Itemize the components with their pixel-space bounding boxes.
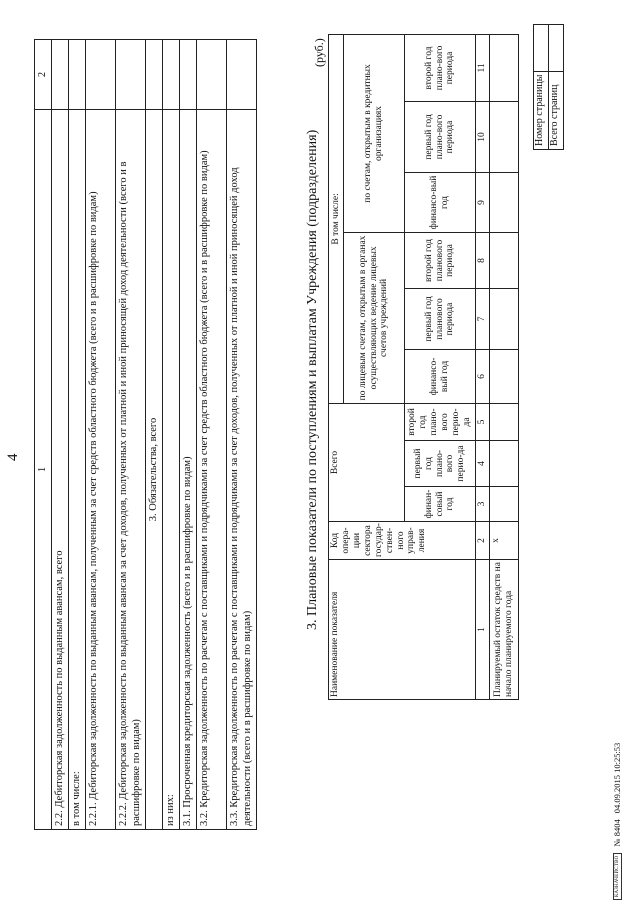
- table-row: [227, 40, 257, 830]
- registration-stamp: [612, 743, 622, 900]
- column-number: 4: [476, 441, 490, 487]
- table-row: [329, 34, 344, 699]
- column-number: 3: [476, 487, 490, 522]
- row-label: 3.3. Кредиторская задолженность по расчетам с поставщиками и подрядчиками за счет доходов, полученных от платной и иной приносящей доход деятельности (всего и в расшифровке по видам): [227, 110, 257, 830]
- section-title: 3. Плановые показатели по поступлениям и выплатам Учреждения (подразделения): [305, 129, 320, 630]
- table-row: [35, 40, 52, 830]
- row-label: 2.2.1. Дебиторская задолженность по выданным авансам, полученным за счет средств областного бюджета (всего и в расшифровке по видам): [86, 110, 116, 830]
- subheader-cell: второй год плано-вого периода: [405, 34, 476, 101]
- table-row: [197, 40, 227, 830]
- row-label: в том числе:: [69, 110, 86, 830]
- subheader-cell: финансо-вый год: [405, 349, 476, 403]
- column-numbers-row: [476, 34, 490, 699]
- subheader-cell: второй год плано-вого перио-да: [405, 403, 476, 440]
- table-row: [180, 40, 197, 830]
- receivables-table: [34, 39, 257, 830]
- header-cell: 1: [35, 110, 52, 830]
- column-number: 7: [476, 288, 490, 349]
- header-name: Наименование показателя: [329, 560, 476, 700]
- table-row: [163, 40, 180, 830]
- table-row: [116, 40, 146, 830]
- stamp-date: 04.09.2015 10:25:53: [612, 742, 622, 814]
- row-label: 2.2.2. Дебиторская задолженность по выданным авансам за счет доходов, полученных от платной и иной приносящей доход деятельности (всего и в расшифровке по видам): [116, 110, 146, 830]
- header-total: Всего: [329, 403, 405, 521]
- row-code: x: [490, 522, 519, 560]
- subheader-cell: финансо-вый год: [405, 172, 476, 232]
- row-label: 2.2. Дебиторская задолженность по выданным авансам, всего: [52, 110, 69, 830]
- column-number: 1: [476, 560, 490, 700]
- table-row: [52, 40, 69, 830]
- total-pages-label: Всего страниц: [549, 71, 564, 149]
- treasury-logo: КАЗНАЧЕЙСТВО: [613, 853, 622, 900]
- table-row: [86, 40, 116, 830]
- row-label: из них:: [163, 110, 180, 830]
- table-row: [146, 40, 163, 830]
- header-including: В том числе:: [329, 34, 344, 403]
- unit-label: (руб.): [312, 38, 326, 67]
- column-number: 11: [476, 34, 490, 101]
- page-number-label: Номер страницы: [534, 71, 549, 149]
- header-credit-org: по счетам, открытым в кредитных организациях: [344, 34, 405, 232]
- header-personal-accounts: по лицевым счетам, открытым в органах осуществляющих ведение лицевых счетов учреждений: [344, 232, 405, 403]
- table-row: [534, 24, 549, 149]
- subheader-cell: первый год планового периода: [405, 288, 476, 349]
- column-number: 9: [476, 172, 490, 232]
- column-number: 6: [476, 349, 490, 403]
- subheader-cell: второй год планового периода: [405, 232, 476, 288]
- row-label: 3.1. Просроченная кредиторская задолженность (всего и в расшифровке по видам): [180, 110, 197, 830]
- page-number: 4: [5, 453, 21, 461]
- subheader-cell: финан-совый год: [405, 487, 476, 522]
- header-cell: 2: [35, 40, 52, 110]
- plan-indicators-table: [328, 34, 519, 700]
- subheader-cell: первый год плано-вого периода: [405, 101, 476, 172]
- column-number: 5: [476, 403, 490, 440]
- page-count-box: [533, 24, 564, 150]
- subheader-cell: первый год плано-вого перио-да: [405, 441, 476, 487]
- row-label: Планируемый остаток средств на начало планируемого года: [490, 560, 519, 700]
- stamp-number: № 8404: [612, 819, 622, 847]
- column-number: 8: [476, 232, 490, 288]
- table-row: [490, 34, 519, 699]
- column-number: 10: [476, 101, 490, 172]
- header-code: Код опера-ции сектора государ-ствен-ного управ-ления: [329, 522, 476, 560]
- table-row: [549, 24, 564, 149]
- column-number: 2: [476, 522, 490, 560]
- row-label: 3. Обязательства, всего: [146, 110, 163, 830]
- table-row: [69, 40, 86, 830]
- row-label: 3.2. Кредиторская задолженность по расчетам с поставщиками и подрядчиками за счет средств областного бюджета (всего и в расшифровке по видам): [197, 110, 227, 830]
